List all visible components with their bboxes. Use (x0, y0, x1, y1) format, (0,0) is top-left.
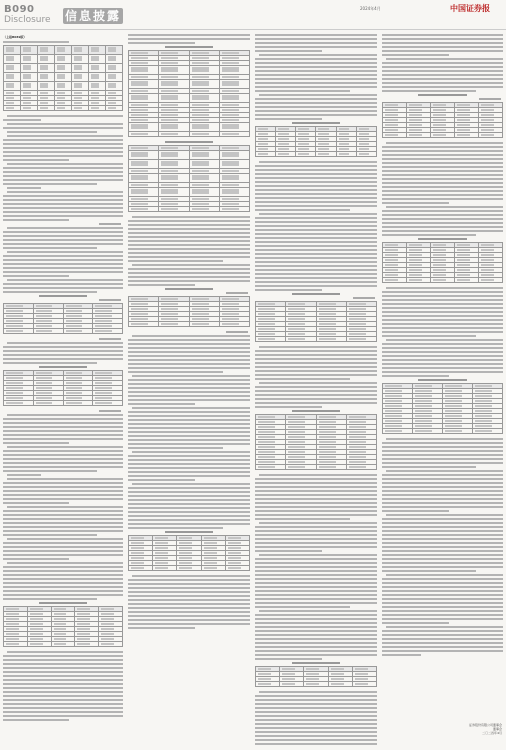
signature-block (425, 723, 502, 735)
newspaper-masthead: 中国证券报 (450, 3, 490, 13)
column-3 (255, 33, 377, 745)
section-english: Disclosure (4, 15, 51, 25)
page-number: B090 (4, 4, 35, 15)
column-2 (128, 33, 250, 745)
footer-date: 二〇二四年4月 (482, 731, 502, 735)
footer-company: 证券股份有限公司董事会 (468, 723, 502, 727)
section-chinese: 信息披露 (64, 9, 121, 23)
section-heading: （上接B089版） (3, 35, 27, 39)
column-4 (382, 33, 503, 745)
column-1 (3, 33, 123, 745)
page-header (0, 0, 506, 30)
table-1 (3, 45, 123, 111)
table-4 (382, 102, 503, 138)
date-line: 2024年4月 (360, 6, 381, 11)
footer-role: 董事会 (492, 727, 502, 731)
section-banner (63, 8, 123, 24)
table-3 (255, 126, 377, 157)
header-rule (0, 29, 506, 30)
table-2 (128, 50, 250, 137)
